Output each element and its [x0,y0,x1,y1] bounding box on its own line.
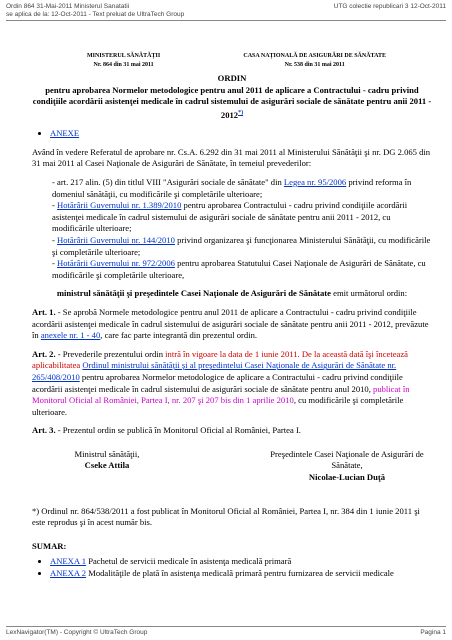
signature-president-name: Nicolae-Lucian Duţă [308,472,386,483]
legal-basis-dash: - [52,258,58,269]
intro-paragraph: Având în vedere Referatul de aprobare nr. Cs.A. 6.292 din 31 mai 2011 al Ministerului Sănătăţii şi nr. DG 2.065 din 31 mai 2011 al Casei Naţionale de Asigurări de Sănătate, în temeiul prevederilor: [32,146,431,169]
footnote-link[interactable]: *) [238,109,244,116]
sumar-item [50,556,432,568]
anexele-link[interactable]: anexele nr. 1 - 40 [40,330,101,341]
anexe-link[interactable]: ANEXE [50,128,80,139]
legal-basis-text: pentru aprobarea Statutului Casei Naţionale de Asigurări de Sănătate, cu modificările şi completările ulterioare, [52,258,426,280]
legal-basis-text: - art. 217 alin. (5) din titlul VIII "Asigurări sociale de sănătate" din [52,177,284,188]
sumar-item-text: Modalităţile de plată în asistenţa medicală primară pentru furnizarea de servicii medicale [86,568,394,579]
article-2-text: - Prevederile prezentului ordin [55,348,166,359]
article-2-text-mid: pentru aprobarea Normelor metodologice de aplicare a Contractului - cadru privind condiţiile acordării asistenţei medicale în cadrul sistemului de asigurări sociale de sănătate pentru anul 2010, [32,371,403,394]
anexa-2-link[interactable]: ANEXA 2 [50,568,87,579]
issuer-ministry-name: MINISTERUL SĂNĂTĂŢII [87,53,161,59]
sumar-list [32,556,432,579]
legal-basis-list [52,177,432,281]
document-title [32,73,432,121]
footer-page-number: Pagina 1 [420,629,446,636]
header-left [6,3,184,19]
emit-statement [32,288,432,300]
legal-basis-item-1 [52,177,432,200]
sumar-item-text: Pachetul de servicii medicale în asistenţa medicală primară [86,556,292,567]
article-3-label: Art. 3. [32,425,56,436]
legal-basis-dash: - [52,234,58,245]
ordin-265-408-2010-link[interactable]: Ordinul ministrului sănătăţii şi al preşedintelui Casei Naţionale de Asigurări de Sănătate nr. 265/408/2010 [32,360,397,382]
signatures [32,449,432,484]
article-1-label: Art. 1. [32,306,56,317]
legal-basis-dash: - [52,200,58,211]
sumar-item [50,568,432,580]
hg-1389-2010-link[interactable]: Hotărârii Guvernului nr. 1.389/2010 [57,200,182,211]
article-1 [32,307,432,342]
emit-rest: emit următorul ordin: [330,288,408,299]
article-3-text: - Prezentul ordin se publică în Monitorul Oficial al României, Partea I. [55,425,301,436]
document-body [32,26,432,587]
legal-basis-item-2 [52,200,432,235]
article-1-text-end: , care fac parte integrantă din prezentul ordin. [100,330,258,341]
hg-972-2006-link[interactable]: Hotărârii Guvernului nr. 972/2006 [57,258,175,269]
legal-basis-text: privind organizarea şi funcţionarea Ministerului Sănătăţii, cu modificările şi completările ulterioare; [52,234,431,257]
footer-copyright: LexNavigator(TM) - Copyright © UltraTech Group [6,629,148,636]
signature-president-role: Preşedintele Casei Naţionale de Asigurări de Sănătate, [270,448,424,471]
signature-minister [32,449,182,484]
hg-144-2010-link[interactable]: Hotărârii Guvernului nr. 144/2010 [57,234,175,245]
footer-divider [6,626,446,627]
legal-basis-item-4 [52,258,432,281]
signature-minister-name: Cseke Attila [84,460,130,471]
legal-basis-text: pentru aprobarea Contractului - cadru privind condiţiile acordării asistenţei medicale în cadrul sistemului de asigurări sociale de sănătate pentru anii 2011 - 2012, cu modificările ulterioare; [52,200,408,234]
issuer-casa-name: CASA NAŢIONALĂ DE ASIGURĂRI DE SĂNĂTATE [243,53,386,59]
legal-basis-item-3 [52,235,432,258]
article-2 [32,349,432,419]
issuer-casa [243,52,386,70]
article-2-label: Art. 2. [32,348,56,359]
anexa-1-link[interactable]: ANEXA 1 [50,556,87,567]
issuers [32,52,432,70]
issuer-ministry [87,52,160,70]
header-left-line1: Ordin 864 31-Mai-2011 Ministerul Sanatatii [6,3,130,10]
signature-minister-role: Ministrul sănătăţii, [74,448,140,459]
page-header [6,3,446,19]
header-divider [6,20,446,21]
anexe-list [32,128,432,140]
article-2-publication-text: publicat în Monitorul Oficial al României, Partea I, nr. 207 şi 207 bis din 1 aprilie 2010 [32,383,410,406]
issuer-ministry-number: Nr. 864 din 31 mai 2011 [93,62,154,68]
header-left-line2: se aplica de la: 12-Oct-2011 - Text preluat de UltraTech Group [6,11,185,18]
title-text: pentru aprobarea Normelor metodologice pentru anul 2011 de aplicare a Contractului - cadru privind condiţiile acordării asistenţei medicale în cadrul sistemului de asigurări sociale de sănătate pentru anii 2011 - 2012 [32,84,432,120]
sumar-heading: SUMAR: [32,540,67,551]
article-3 [32,425,432,437]
header-right: UTG colectie republicari 3 12-Oct-2011 [333,3,446,10]
issuer-casa-number: Nr. 538 din 31 mai 2011 [284,62,345,68]
article-1-text: - Se aprobă Normele metodologice pentru anul 2011 de aplicare a Contractului - cadru privind condiţiile acordării asistenţei medicale în cadrul sistemului de asigurări sociale de sănătate pentru anii 2011 - 2012, prevăzute în [32,306,429,341]
article-2-text-end: , cu modificările şi completările ulterioare. [32,395,404,417]
article-2-amended-text: intră în vigoare la data de 1 iunie 2011. De la această dată îşi încetează aplicabilitatea [32,348,408,371]
law-95-2006-link[interactable]: Legea nr. 95/2006 [283,177,347,188]
legal-basis-text: privind reforma în domeniul sănătăţii, cu modificările şi completările ulterioare; [52,177,412,199]
page-footer [6,629,446,636]
anexe-item [50,128,432,140]
publication-footnote: *) Ordinul nr. 864/538/2011 a fost publicat în Monitorul Oficial al României, Partea I, nr. 384 din 1 iunie 2011 şi este reprodus şi în acest număr bis. [32,505,420,528]
signature-president [262,449,432,484]
title-ordin: ORDIN [217,73,247,83]
emit-authorities: ministrul sănătăţii şi preşedintele Casei Naţionale de Asigurări de Sănătate [56,288,331,299]
